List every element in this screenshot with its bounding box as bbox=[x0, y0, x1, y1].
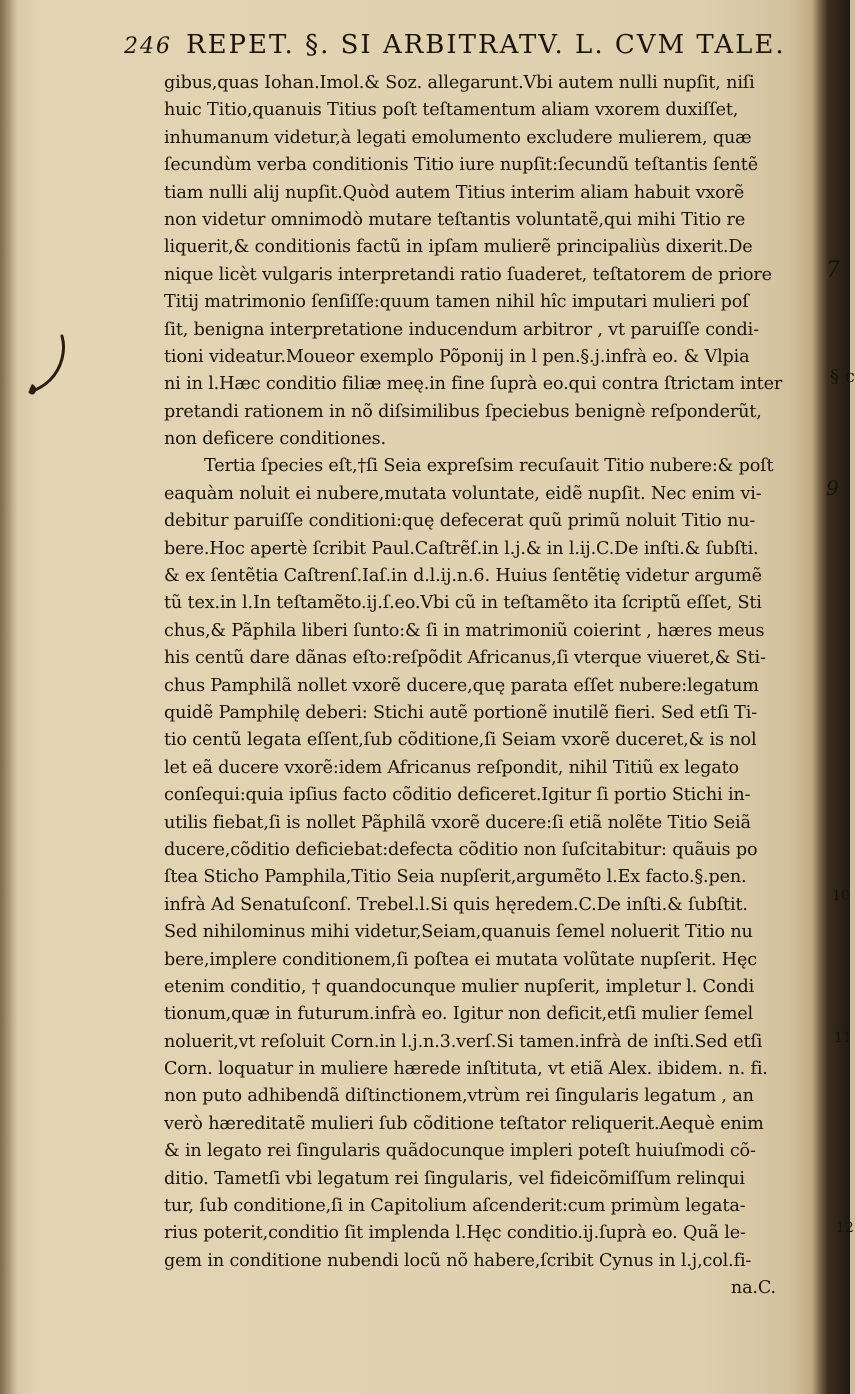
text-line: conſequi:quia ipſius facto cõditio deficeret.Igitur ſi portio Stichi in- bbox=[164, 785, 751, 806]
text-line: gem in conditione nubendi locũ nõ habere,ſcribit Cynus in l.j,col.fi- bbox=[164, 1250, 752, 1271]
text-line: chus Pamphilã nollet vxorẽ ducere,quę parata eſſet nubere:legatum bbox=[164, 675, 759, 696]
text-line: let eã ducere vxorẽ:idem Africanus reſpondit, nihil Titiũ ex legato bbox=[164, 757, 739, 778]
text-line: chus,& Pãphila liberi ſunto:& ſi in matrimoniũ coierint , hæres meus bbox=[164, 620, 765, 641]
text-line: non videtur omnimodò mutare teſtantis voluntatẽ,qui mihi Titio re bbox=[164, 209, 746, 230]
margin-note-7: 7 bbox=[826, 258, 840, 283]
margin-note-12: 12 bbox=[836, 1220, 854, 1236]
margin-note-section: § c bbox=[830, 366, 855, 387]
text-line: tiam nulli alij nupſit.Quòd autem Titius interim aliam habuit vxorẽ bbox=[164, 182, 745, 203]
ink-mark-icon bbox=[22, 330, 82, 400]
paragraph-start: Tertia ſpecies eſt,†ſi Seia expreſsim recuſauit Titio nubere:& poſt bbox=[204, 456, 774, 477]
text-line: his centũ dare dãnas eſto:reſpõdit Africanus,ſi vterque viueret,& Sti- bbox=[164, 648, 766, 669]
text-line: rius poterit,conditio ſit implenda l.Hęc conditio.ij.ſuprà eo. Quã le- bbox=[164, 1223, 746, 1244]
text-line: nique licèt vulgaris interpretandi ratio ſuaderet, teſtatorem de priore bbox=[164, 264, 772, 285]
text-line: non puto adhibendã diſtinctionem,vtrùm rei ſingularis legatum , an bbox=[164, 1086, 754, 1107]
text-line: tur, ſub conditione,ſi in Capitolium aſcenderit:cum primùm legata- bbox=[164, 1196, 746, 1217]
text-line: noluerit,vt reſoluit Corn.in l.j.n.3.verſ.Si tamen.infrà de inſti.Sed etſi bbox=[164, 1031, 763, 1052]
running-title: REPET. §. SI ARBITRATV. L. CVM TALE. bbox=[186, 30, 786, 60]
text-line: tionum,quæ in futurum.infrà eo. Igitur non deficit,etſi mulier ſemel bbox=[164, 1004, 753, 1025]
text-block bbox=[164, 70, 824, 1303]
text-line: tio centũ legata eſſent,ſub cõditione,ſi Seiam vxorẽ duceret,& is nol bbox=[164, 730, 757, 751]
text-line: tũ tex.in l.In teſtamẽto.ij.ſ.eo.Vbi cũ in teſtamẽto ita ſcriptũ eſſet, Sti bbox=[164, 593, 762, 614]
text-line: liquerit,& conditionis factũ in ipſam mulierẽ principaliùs dixerit.De bbox=[164, 237, 753, 258]
gutter-shadow bbox=[0, 0, 18, 1394]
text-line: ditio. Tametſi vbi legatum rei ſingularis, vel fideicõmiſſum relinqui bbox=[164, 1168, 745, 1189]
text-line: gibus,quas Iohan.Imol.& Soz. allegarunt.Vbi autem nulli nupſit, niſi bbox=[164, 73, 755, 93]
page-number: 246 bbox=[124, 34, 172, 59]
text-line: ſit, benigna interpretatione inducendum arbitror , vt paruiſſe condi- bbox=[164, 319, 759, 340]
text-line: inhumanum videtur,à legati emolumento excludere mulierem, quæ bbox=[164, 127, 752, 148]
text-line: bere,implere conditionem,ſi poſtea ei mutata volũtate nupſerit. Hęc bbox=[164, 949, 757, 970]
page-edge bbox=[820, 0, 850, 1394]
catchword: na.C. bbox=[730, 1278, 776, 1299]
text-line: verò hæreditatẽ mulieri ſub cõditione teſtator reliquerit.Aequè enim bbox=[164, 1113, 764, 1134]
text-line: utilis fiebat,ſi is nollet Pãphilã vxorẽ ducere:ſi etiã nolẽte Titio Seiã bbox=[164, 812, 751, 833]
text-line: & ex ſentẽtia Caſtrenſ.Iaſ.in d.l.ij.n.6. Huius ſentẽtię videtur argumẽ bbox=[164, 566, 762, 587]
text-line: ducere,cõditio deficiebat:defecta cõditio non ſuſcitabitur: quãuis po bbox=[164, 839, 758, 860]
text-line: eaquàm noluit ei nubere,mutata voluntate, eidẽ nupſit. Nec enim vi- bbox=[164, 483, 762, 504]
text-line: etenim conditio, † quandocunque mulier nupſerit, impletur l. Condi bbox=[164, 976, 755, 997]
text-line: pretandi rationem in nõ diſsimilibus ſpeciebus benignè reſponderũt, bbox=[164, 401, 762, 422]
text-line: bere.Hoc apertè ſcribit Paul.Caſtrẽſ.in l.j.& in l.ij.C.De inſti.& ſubſti. bbox=[164, 538, 759, 559]
text-line: huic Titio,quanuis Titius poſt teſtamentum aliam vxorem duxiſſet, bbox=[164, 100, 739, 121]
text-line: non deficere conditiones. bbox=[164, 429, 386, 450]
text-line: quidẽ Pamphilę deberi: Stichi autẽ portionẽ inutilẽ fieri. Sed etſi Ti- bbox=[164, 702, 757, 723]
text-line: Titij matrimonio ſenſiſſe:quum tamen nihil hîc imputari mulieri poſ bbox=[164, 292, 749, 313]
text-line: ſtea Sticho Pamphila,Titio Seia nupſerit,argumẽto l.Ex facto.§.pen. bbox=[164, 867, 747, 888]
text-line: Sed nihilominus mihi videtur,Seiam,quanuis ſemel noluerit Titio nu bbox=[164, 922, 753, 943]
margin-note-9: 9 bbox=[826, 476, 839, 500]
text-line: tioni videatur.Moueor exemplo Põponij in l pen.§.j.infrà eo. & Vlpia bbox=[164, 346, 750, 367]
text-line: ni in l.Hæc conditio filiæ meę.in fine ſuprà eo.qui contra ſtrictam inter bbox=[164, 374, 783, 395]
text-line: debitur paruiſſe conditioni:quę defecerat quũ primũ noluit Titio nu- bbox=[164, 511, 756, 532]
text-line: ſecundùm verba conditionis Titio iure nupſit:ſecundũ teſtantis ſentẽ bbox=[164, 155, 758, 176]
text-line: infrà Ad Senatuſconſ. Trebel.l.Si quis hęredem.C.De inſti.& ſubſtit. bbox=[164, 894, 748, 915]
margin-note-11: 11 bbox=[834, 1030, 852, 1046]
text-line: & in legato rei ſingularis quãdocunque impleri poteſt huiuſmodi cõ- bbox=[164, 1141, 756, 1162]
text-line: Corn. loquatur in muliere hærede inſtituta, vt etiã Alex. ibidem. n. fi. bbox=[164, 1059, 768, 1080]
running-header bbox=[124, 30, 804, 66]
margin-note-10: 10 bbox=[832, 888, 850, 904]
